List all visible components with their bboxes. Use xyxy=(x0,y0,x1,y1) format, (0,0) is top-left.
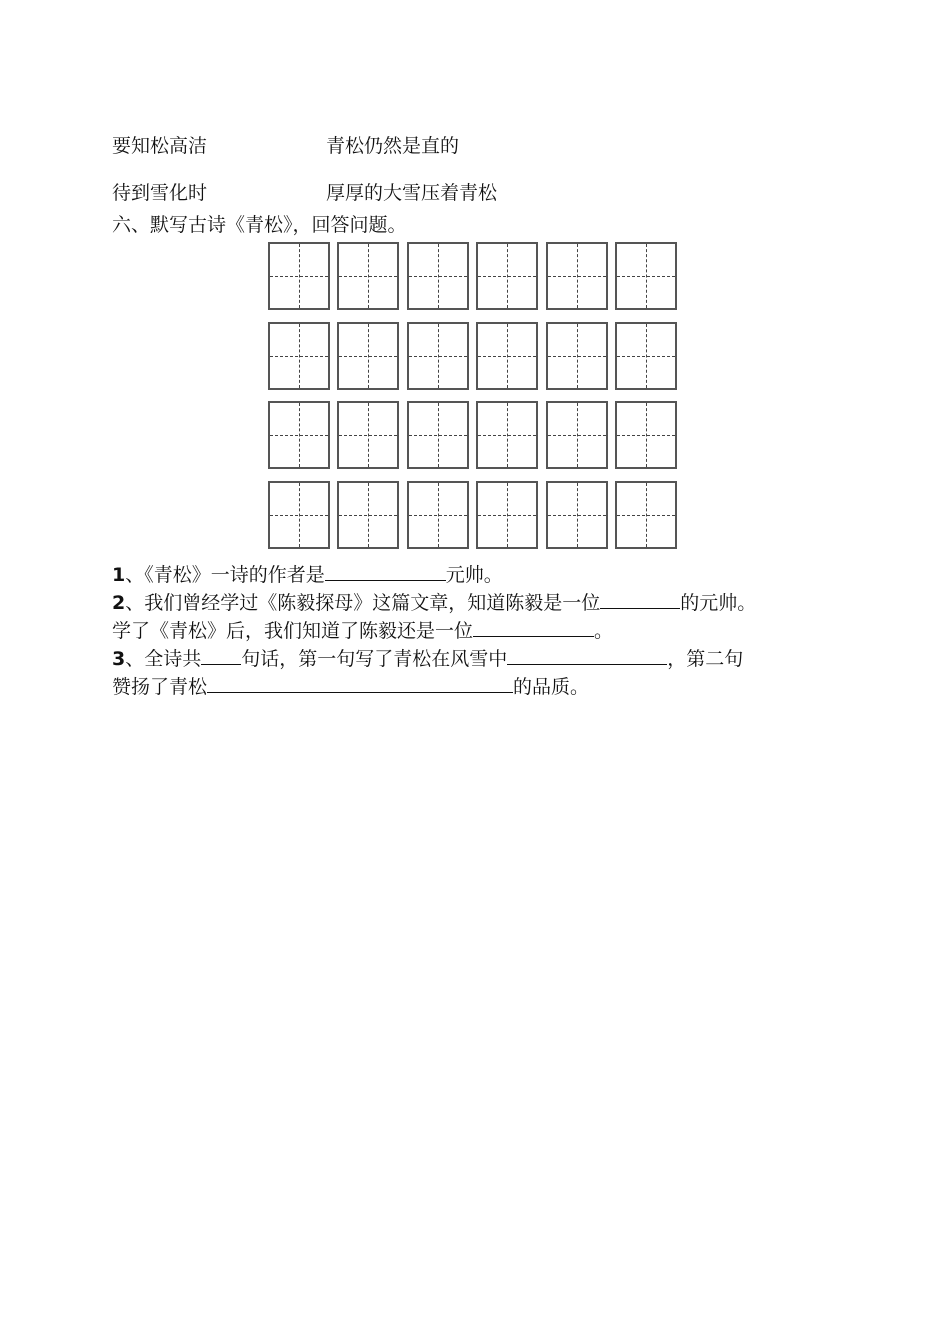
writing-cell[interactable] xyxy=(337,322,399,390)
cell-guide-horizontal xyxy=(339,356,397,357)
question-1 xyxy=(112,562,503,587)
question-text: ，第二句 xyxy=(667,648,744,670)
question-number: 1 xyxy=(112,564,126,586)
writing-cell[interactable] xyxy=(546,242,608,310)
question-text: 、《青松》一诗的作者是 xyxy=(125,564,325,586)
answer-blank[interactable] xyxy=(325,562,446,581)
cell-guide-horizontal xyxy=(617,356,675,357)
match-right-1: 青松仍然是直的 xyxy=(326,135,460,157)
question-text: 学了《青松》后，我们知道了陈毅还是一位 xyxy=(112,620,474,642)
question-2-cont xyxy=(112,618,613,643)
cell-guide-horizontal xyxy=(478,515,536,516)
section-heading: 六、默写古诗《青松》，回答问题。 xyxy=(112,214,407,236)
match-left-2: 待到雪化时 xyxy=(112,182,208,204)
cell-guide-horizontal xyxy=(617,435,675,436)
writing-cell[interactable] xyxy=(268,242,330,310)
cell-guide-horizontal xyxy=(617,515,675,516)
cell-guide-horizontal xyxy=(548,435,606,436)
cell-guide-horizontal xyxy=(409,435,467,436)
question-text: 的元帅。 xyxy=(680,592,757,614)
question-3 xyxy=(112,646,743,671)
writing-cell[interactable] xyxy=(476,401,538,469)
question-text: 。 xyxy=(594,620,614,642)
question-text: 赞扬了青松 xyxy=(112,676,208,698)
cell-guide-horizontal xyxy=(339,276,397,277)
cell-guide-horizontal xyxy=(478,276,536,277)
writing-cell[interactable] xyxy=(337,401,399,469)
question-number: 2 xyxy=(112,592,126,614)
cell-guide-horizontal xyxy=(548,356,606,357)
cell-guide-horizontal xyxy=(270,435,328,436)
cell-guide-horizontal xyxy=(270,276,328,277)
writing-cell[interactable] xyxy=(337,242,399,310)
writing-cell[interactable] xyxy=(337,481,399,549)
cell-guide-horizontal xyxy=(270,515,328,516)
question-number: 3 xyxy=(112,648,126,670)
question-3-cont xyxy=(112,674,589,699)
writing-cell[interactable] xyxy=(476,481,538,549)
writing-cell[interactable] xyxy=(476,242,538,310)
cell-guide-horizontal xyxy=(409,515,467,516)
cell-guide-horizontal xyxy=(339,515,397,516)
writing-cell[interactable] xyxy=(615,242,677,310)
writing-cell[interactable] xyxy=(615,401,677,469)
answer-blank[interactable] xyxy=(507,646,667,665)
answer-blank[interactable] xyxy=(600,590,680,609)
writing-cell[interactable] xyxy=(268,401,330,469)
cell-guide-horizontal xyxy=(617,276,675,277)
writing-cell[interactable] xyxy=(268,481,330,549)
writing-cell[interactable] xyxy=(546,481,608,549)
writing-cell[interactable] xyxy=(268,322,330,390)
answer-blank[interactable] xyxy=(207,674,513,693)
writing-cell[interactable] xyxy=(407,401,469,469)
writing-cell[interactable] xyxy=(407,481,469,549)
question-text: 、我们曾经学过《陈毅探母》这篇文章，知道陈毅是一位 xyxy=(125,592,601,614)
answer-blank[interactable] xyxy=(201,646,241,665)
cell-guide-horizontal xyxy=(548,515,606,516)
match-right-2: 厚厚的大雪压着青松 xyxy=(326,182,498,204)
writing-cell[interactable] xyxy=(407,322,469,390)
question-text: 元帅。 xyxy=(445,564,503,586)
question-2 xyxy=(112,590,756,615)
cell-guide-horizontal xyxy=(409,356,467,357)
cell-guide-horizontal xyxy=(270,356,328,357)
question-text: 、全诗共 xyxy=(125,648,202,670)
cell-guide-horizontal xyxy=(548,276,606,277)
writing-cell[interactable] xyxy=(615,481,677,549)
writing-cell[interactable] xyxy=(615,322,677,390)
writing-cell[interactable] xyxy=(546,322,608,390)
writing-cell[interactable] xyxy=(476,322,538,390)
question-text: 的品质。 xyxy=(513,676,590,698)
cell-guide-horizontal xyxy=(478,356,536,357)
cell-guide-horizontal xyxy=(478,435,536,436)
writing-cell[interactable] xyxy=(407,242,469,310)
match-left-1: 要知松高洁 xyxy=(112,135,208,157)
cell-guide-horizontal xyxy=(339,435,397,436)
cell-guide-horizontal xyxy=(409,276,467,277)
answer-blank[interactable] xyxy=(473,618,594,637)
writing-cell[interactable] xyxy=(546,401,608,469)
question-text: 句话，第一句写了青松在风雪中 xyxy=(241,648,508,670)
